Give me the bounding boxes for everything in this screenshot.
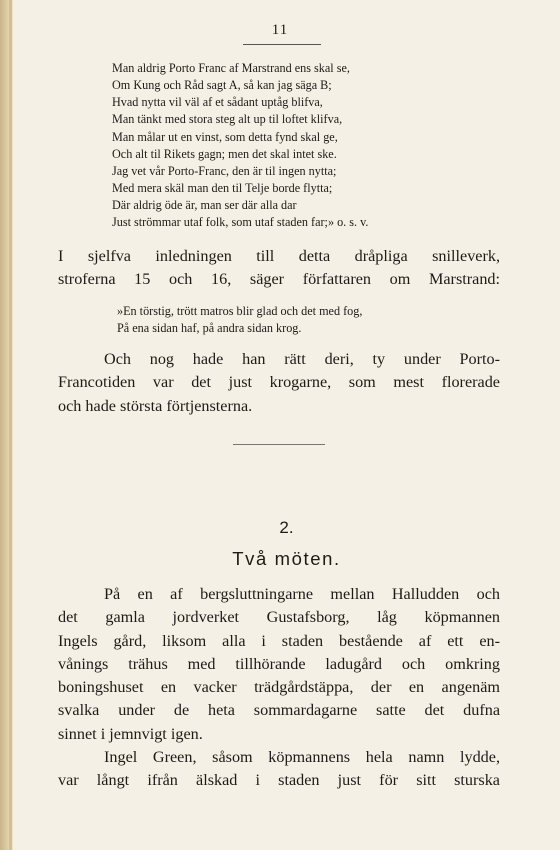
text-line: stroferna 15 och 16, säger författaren om Marstrand: <box>58 270 500 289</box>
text-line: boningshuset en vacker trädgårdstäppa, der en angenäm <box>58 678 500 697</box>
verse-line: Man målar ut en vinst, som detta fynd skal ge, <box>112 129 338 144</box>
verse-line: Hvad nytta vil väl af et sådant uptåg blifva, <box>112 95 323 110</box>
text-line: det gamla jordverket Gustafsborg, låg köpmannen <box>58 608 500 627</box>
verse-line: Man tänkt med stora steg alt up til loftet klifva, <box>112 112 343 127</box>
verse-line: Med mera skäl man den til Telje borde flytta; <box>112 181 333 196</box>
book-binding-edge <box>0 0 13 850</box>
text-line: Och nog hade han rätt deri, ty under Porto- <box>104 350 500 368</box>
text-line: vånings trähus med tillhörande ladugård och omkring <box>58 654 500 673</box>
book-page <box>13 0 560 850</box>
verse-line: Jag vet vår Porto-Franc, den är til ingen nytta; <box>112 163 337 178</box>
verse-line: Man aldrig Porto Franc af Marstrand ens skal se, <box>112 61 350 75</box>
text-line: Ingel Green, såsom köpmannens hela namn lydde, <box>104 748 500 767</box>
paragraph-body <box>58 583 500 793</box>
verse-line: Just strömmar utaf folk, som utaf staden far;» o. s. v. <box>112 215 369 230</box>
verse-line: »En törstig, trött matros blir glad och det med fog, <box>117 304 363 318</box>
verse-block-2 <box>117 303 477 337</box>
text-line: Ingels gård, liksom alla i staden bestående af ett en- <box>58 631 500 650</box>
paragraph-och <box>58 348 500 418</box>
paragraph-intro <box>58 245 500 292</box>
verse-block-1 <box>112 60 472 232</box>
text-line: och hade största förtjensterna. <box>58 396 253 415</box>
section-separator <box>233 444 325 445</box>
chapter-number: 2. <box>279 518 294 537</box>
page-number: 11 <box>271 22 289 38</box>
chapter-title: Två möten. <box>232 548 341 569</box>
page-number-rule <box>243 44 321 45</box>
text-line: I sjelfva inledningen till detta dråpliga snilleverk, <box>58 247 500 265</box>
text-line: På en af bergsluttningarne mellan Halludden och <box>104 585 500 603</box>
verse-line: Där aldrig öde är, man ser där alla dar <box>112 198 297 213</box>
text-line: sinnet i jemnvigt igen. <box>58 724 203 743</box>
text-line: Francotiden var det just krogarne, som mest florerade <box>58 373 500 392</box>
verse-line: På ena sidan haf, på andra sidan krog. <box>117 321 302 336</box>
verse-line: Om Kung och Råd sagt A, så kan jag säga B; <box>112 78 332 93</box>
text-line: var långt ifrån älskad i staden just för sitt sturska <box>58 771 500 790</box>
verse-line: Och alt til Rikets gagn; men det skal intet ske. <box>112 146 337 161</box>
text-line: svalka under de heta sommardagarne satte det dufna <box>58 701 500 720</box>
